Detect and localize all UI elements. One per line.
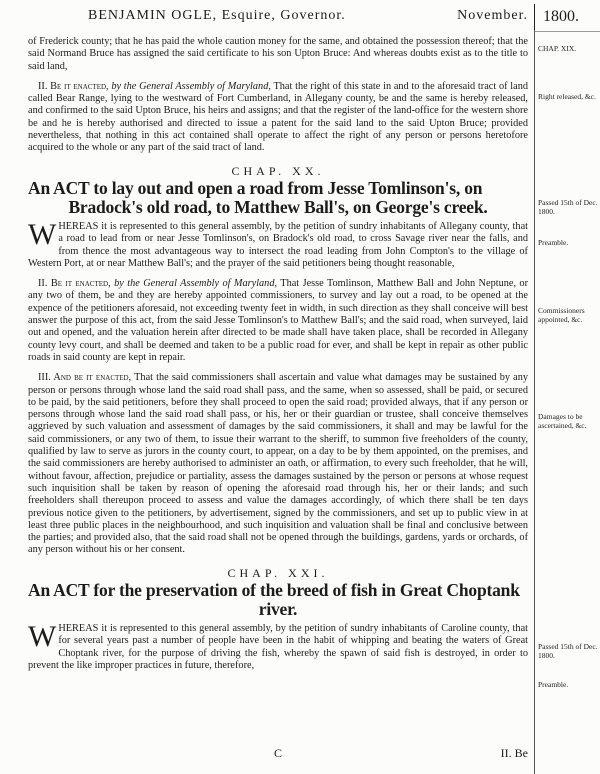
preamble-text: HEREAS it is represented to this general assembly, by the petition of sundry inhabitants of Caroline county, that for several years past a number of people have been in the habit of whipping and beating the waters of Great Choptank river, for the purpose of driving the fish, whereby the spawn of said fish is destroyed, in order to prevent the like improper practices in future, therefore,: [28, 622, 528, 671]
section-text: That the right of this state in and to the aforesaid tract of land called Bear Range, lying to the westward of Fort Cumberland, in Allegany county, be and the same is hereby released, and confirmed to the said Upton Bruce, his heirs and assigns; and that the register of the land-office for the western shore be and he is hereby authorised and directed to issue a patent for the said land to the said Upton Bruce; provided nevertheless, that nothing in this act contained shall operate to affect the right of any person or persons heretofore acquired to the whole or any part of the said tract of land.: [28, 80, 528, 154]
signature-mark: C: [274, 746, 283, 760]
margin-note-passed-xx: Passed 15th of Dec. 1800.: [538, 198, 598, 216]
page-footer: [28, 744, 528, 766]
margin-note-preamble-xxi: Preamble.: [538, 680, 569, 689]
act-title-line-1: An ACT to lay out and open a road from Jesse Tomlinson's, on: [28, 177, 483, 198]
enacting-authority: by the General Assembly of Maryland,: [111, 80, 271, 92]
margin-note-commissioners: Commissioners appointed, &c.: [538, 306, 585, 324]
enacting-clause: II. Be it enacted,: [38, 278, 111, 290]
running-head-month: November.: [457, 8, 528, 23]
margin-note-preamble-xx: Preamble.: [538, 238, 569, 247]
enacting-clause: III. And be it enacted,: [38, 372, 132, 384]
enacting-authority: by the General Assembly of Maryland,: [114, 278, 278, 290]
margin-note-passed-xxi: Passed 15th of Dec. 1800.: [538, 642, 598, 660]
chapter-heading-xx: CHAP. XX.: [231, 163, 325, 178]
year-label: 1800.: [534, 4, 600, 32]
section-iii-damages: [28, 372, 528, 556]
enacting-clause: II. Be it enacted,: [38, 80, 109, 92]
section-ii-commissioners: [28, 278, 528, 364]
text-column: [28, 36, 528, 680]
continued-paragraph: of Frederick county; that he has paid the whole caution money for the same, and obtained the possession thereof; that the said Normand Bruce has assigned the said certificate to his son Upton Bruce: And whereas doubts exist as to the title to said land,: [28, 36, 528, 72]
margin-rule: [534, 30, 535, 774]
act-title-xx: [28, 179, 528, 217]
act-title-line-2: Bradock's old road, to Matthew Ball's, on George's creek.: [68, 196, 488, 217]
drop-cap: W: [28, 619, 57, 653]
preamble-xx: [28, 217, 528, 270]
chapter-heading-xxi: CHAP. XXI.: [227, 565, 329, 580]
act-title-xxi: [28, 581, 528, 619]
running-header: [36, 6, 528, 28]
act-title-line-2: river.: [258, 598, 298, 619]
section-text: That the said commissioners shall ascertain and value what damages may be sustained by any person or persons through whose land the said road shall pass, and the same, when so assessed, shall be paid, or secured to be paid, by the said petitioners, before they shall proceed to open the said road; provided always, that if any person or persons through whose land the said road shall pass, or his, her or their guardian or trustee, shall conceive themselves aggrieved by such valuation and assessment of damages by the said commissioners, it shall and may be lawful for the said commissioners, or any two of them, to issue their warrant to the sheriff, to summon five freeholders of the county, qualified by law to serve as jurors in the county court, to appear, on a day to be by them appointed, on the premises, and the said commissioners are hereby authorised to administer an oath, or affirmation, to every such freeholder, that he will, without favour, affection, prejudice or partiality, assess the damages sustained by the person or persons at whose request such inquisition shall be taken by reason of opening the aforesaid road through his, her or their lands; and such freeholders shall thereupon proceed to assess and value the damages accordingly, of which there shall be ten days previous notice given to the petitioners, by advertisement, signed by the commissioners, and set up to public view in at least three public places in the neighbourhood, and such inquisition and valuation shall be final and conclusive between the parties; and provided also, that the said road shall not be opened through the buildings, gardens, yards or orchards, of any person without his or her consent.: [28, 372, 528, 556]
margin-note-damages: Damages to be ascertained, &c.: [538, 412, 587, 430]
preamble-text: HEREAS it is represented to this general assembly, by the petition of sundry inhabitants of Allegany county, that a road to lead from or near Jesse Tomlinson's, on Bradock's old road, to cross Savage river near the falls, and from thence the most advantageous way to intersect the road leading from John Compton's to the village of Western Port, at or near Matthew Ball's; and the prayer of the said petitioners being thought reasonable,: [28, 220, 528, 269]
margin-note-right-released: Right released, &c.: [538, 92, 596, 101]
running-head-title: BENJAMIN OGLE, Esquire, Governor.: [88, 8, 346, 23]
act-title-line-1: An ACT for the preservation of the breed of fish in Great Choptank: [28, 579, 520, 600]
section-text: That Jesse Tomlinson, Matthew Ball and John Neptune, or any two of them, be and they are hereby appointed commissioners, to survey and lay out a road, to be opened at the expence of the petitioners aforesaid, not exceeding twenty feet in width, in such direction as they shall conceive will best answer the purpose of this act, from the said Jesse Tomlinson's to Matthew Ball's; and the said road, when surveyed, laid out and opened, and the valuation herein after directed to be made shall have taken place, shall be recorded in Allegany county levy court, and shall be deemed and taken to be a public road for ever, and shall be kept in repair as other public roads in said county are kept in repair.: [28, 278, 529, 363]
drop-cap: W: [28, 217, 57, 251]
section-ii-release: [28, 81, 528, 155]
margin-note-chap-xix: CHAP. XIX.: [538, 44, 577, 53]
preamble-xxi: [28, 619, 528, 672]
catchword: II. Be: [500, 746, 528, 760]
